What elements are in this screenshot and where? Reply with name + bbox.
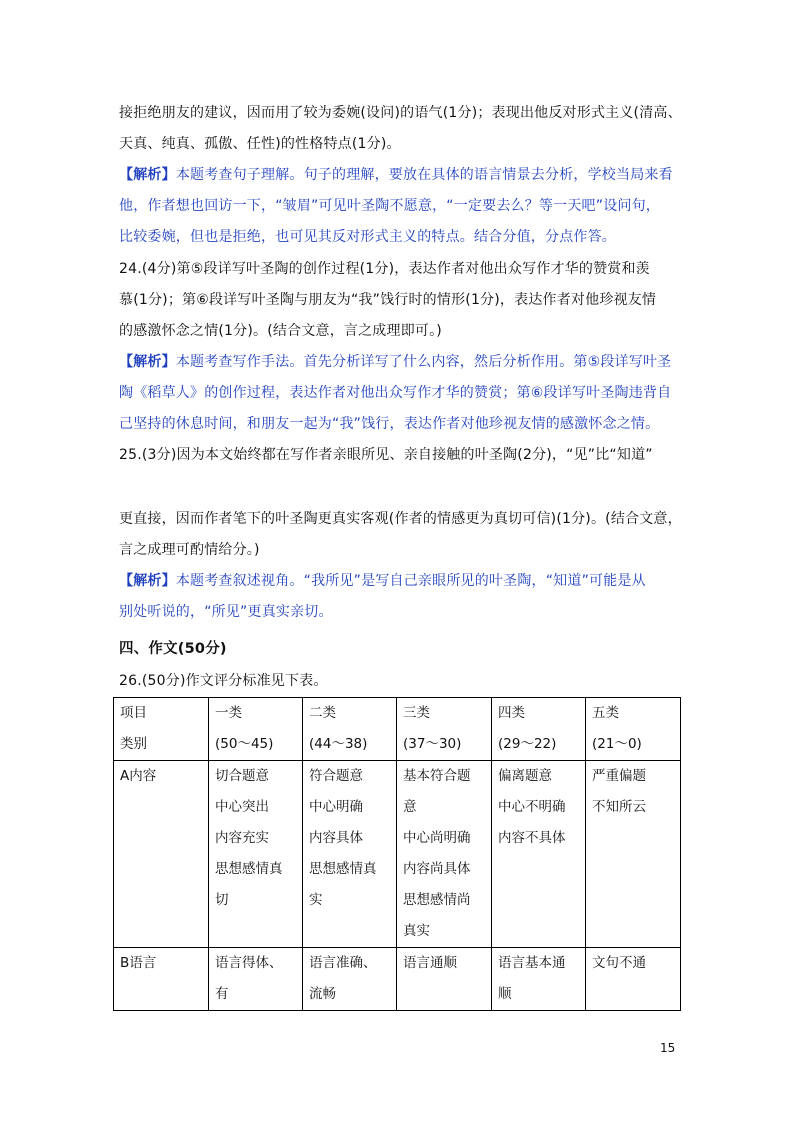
- table-row-language: [114, 948, 681, 1011]
- criteria-cell: [303, 761, 397, 948]
- corner-label: 项目: [120, 705, 147, 721]
- analysis-tag: 【解析】: [119, 573, 176, 589]
- criteria-cell: [209, 761, 303, 948]
- criteria-cell: [209, 948, 303, 1011]
- criteria-line: 有: [215, 986, 229, 1002]
- analysis-tag: 【解析】: [119, 167, 176, 183]
- table-row-content: [114, 761, 681, 948]
- criteria-cell: [586, 948, 681, 1011]
- criteria-line: 中心尚明确: [403, 830, 471, 846]
- page-number: 15: [660, 1041, 676, 1055]
- criteria-cell: [397, 761, 492, 948]
- answer-text-line: 接拒绝朋友的建议，因而用了较为委婉(设问)的语气(1分)；表现出他反对形式主义(清高、: [119, 105, 682, 121]
- row-label-cell: [114, 761, 209, 948]
- analysis-text-line: 他，作者想也回访一下，“皱眉”可见叶圣陶不愿意，“一定要去么？等一天吧”设问句，: [119, 198, 661, 214]
- analysis-text: 本题考查写作手法。首先分析详写了什么内容，然后分析作用。第⑤段详写叶圣: [175, 354, 672, 370]
- criteria-line: 切: [215, 892, 229, 908]
- criteria-line: 流畅: [309, 986, 336, 1002]
- criteria-line: 顺: [498, 986, 512, 1002]
- analysis-paragraph-25: [119, 571, 646, 591]
- category-name: 五类: [592, 705, 619, 721]
- category-range: (21～0): [592, 736, 642, 752]
- analysis-text-line: 陶《稻草人》的创作过程，表达作者对他出众写作才华的赞赏；第⑥段详写叶圣陶违背自: [119, 385, 672, 401]
- corner-label: 类别: [120, 736, 147, 752]
- table-corner-cell: [114, 698, 209, 761]
- answer-24-line: 的感激怀念之情(1分)。(结合文意，言之成理即可。): [119, 323, 442, 339]
- criteria-line: 真实: [403, 923, 430, 939]
- category-name: 三类: [403, 705, 430, 721]
- criteria-line: 语言基本通: [498, 955, 566, 971]
- criteria-line: 语言得体、: [215, 955, 283, 971]
- analysis-text-line: 比较委婉，但也是拒绝，也可见其反对形式主义的特点。结合分值，分点作答。: [119, 229, 616, 245]
- category-name: 四类: [498, 705, 525, 721]
- table-header-cell: [303, 698, 397, 761]
- answer-24-line: 慕(1分)；第⑥段详写叶圣陶与朋友为“我”饯行时的情形(1分)，表达作者对他珍视友情: [119, 292, 657, 308]
- criteria-line: 切合题意: [215, 768, 269, 784]
- category-range: (29～22): [498, 736, 557, 752]
- criteria-line: 不知所云: [592, 799, 646, 815]
- question-26-line: 26.(50分)作文评分标准见下表。: [119, 673, 328, 689]
- criteria-line: 语言通顺: [403, 955, 457, 971]
- category-range: (37～30): [403, 736, 462, 752]
- criteria-cell: [303, 948, 397, 1011]
- criteria-line: 意: [403, 799, 417, 815]
- criteria-line: 基本符合题: [403, 768, 471, 784]
- analysis-text-line: 别处听说的，“所见”更真实亲切。: [119, 604, 333, 620]
- category-name: 二类: [309, 705, 336, 721]
- criteria-line: 文句不通: [592, 955, 646, 971]
- analysis-text-line: 己坚持的休息时间，和朋友一起为“我”饯行，表达作者对他珍视友情的感激怀念之情。: [119, 416, 660, 432]
- answer-25-line: 更直接，因而作者笔下的叶圣陶更真实客观(作者的情感更为真切可信)(1分)。(结合文意，: [119, 511, 682, 527]
- category-range: (44～38): [309, 736, 368, 752]
- criteria-line: 中心突出: [215, 799, 269, 815]
- table-header-cell: [397, 698, 492, 761]
- scoring-table: [113, 697, 681, 1011]
- criteria-line: 语言准确、: [309, 955, 377, 971]
- criteria-cell: [586, 761, 681, 948]
- criteria-line: 内容尚具体: [403, 861, 471, 877]
- analysis-text: 本题考查句子理解。句子的理解，要放在具体的语言情景去分析，学校当局来看: [175, 167, 673, 183]
- category-range: (50～45): [215, 736, 274, 752]
- criteria-line: 内容不具体: [498, 830, 566, 846]
- section-heading: 四、作文(50分): [119, 641, 227, 657]
- criteria-line: 偏离题意: [498, 768, 552, 784]
- table-header-cell: [586, 698, 681, 761]
- criteria-line: 符合题意: [309, 768, 363, 784]
- row-label: A内容: [120, 768, 157, 784]
- table-header-cell: [492, 698, 586, 761]
- criteria-line: 严重偏题: [592, 768, 646, 784]
- criteria-cell: [492, 948, 586, 1011]
- answer-text-line: 天真、纯真、孤傲、任性)的性格特点(1分)。: [119, 136, 401, 152]
- criteria-line: 实: [309, 892, 323, 908]
- criteria-line: 内容具体: [309, 830, 363, 846]
- answer-25-line: 言之成理可酌情给分。): [119, 542, 260, 558]
- table-header-row: [114, 698, 681, 761]
- criteria-line: 思想感情真: [215, 861, 283, 877]
- analysis-paragraph-24: [119, 352, 671, 372]
- answer-25-line: 25.(3分)因为本文始终都在写作者亲眼所见、亲自接触的叶圣陶(2分)，“见”比“知道”: [119, 447, 653, 463]
- criteria-cell: [492, 761, 586, 948]
- criteria-line: 中心明确: [309, 799, 363, 815]
- criteria-line: 思想感情尚: [403, 892, 471, 908]
- row-label-cell: [114, 948, 209, 1011]
- analysis-tag: 【解析】: [119, 354, 176, 370]
- answer-24-line: 24.(4分)第⑤段详写叶圣陶的创作过程(1分)，表达作者对他出众写作才华的赞赏和羡: [119, 261, 650, 277]
- table-header-cell: [209, 698, 303, 761]
- criteria-cell: [397, 948, 492, 1011]
- criteria-line: 中心不明确: [498, 799, 566, 815]
- row-label: B语言: [120, 955, 157, 971]
- analysis-text: 本题考查叙述视角。“我所见”是写自己亲眼所见的叶圣陶，“知道”可能是从: [175, 573, 646, 589]
- criteria-line: 内容充实: [215, 830, 269, 846]
- analysis-paragraph-23: [119, 165, 673, 185]
- category-name: 一类: [215, 705, 242, 721]
- criteria-line: 思想感情真: [309, 861, 377, 877]
